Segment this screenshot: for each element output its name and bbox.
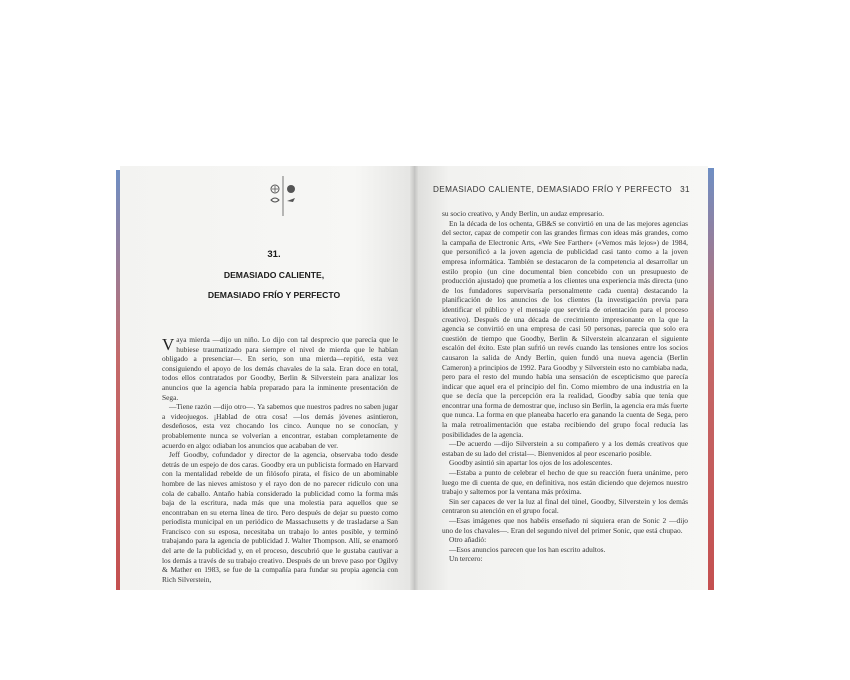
paragraph: Un tercero: bbox=[449, 554, 483, 564]
paragraph: Jeff Goodby, cofundador y director de la agencia, observaba todo desde detrás de un espejo de dos caras. Goodby era un publicista formado en Harvard con la mentalidad rebelde de un filósofo pirata, el físico de un abominable hombre de las nieves amistoso y el rayo don de no parecer ridículo con una cola de caballo. Antaño había considerado la publicidad como la forma más baja de la escritura, nada más que una molestia para aquellos que se encontraban en su eterna línea de tiro. Pero después de dejar su puesto como periodista municipal en un periódico de Massachusetts y de trasladarse a San Francisco con su esposa, necesitaba un trabajo lo antes posible, y terminó trabajando para la agencia de publicidad J. Walter Thompson. Allí, se enamoró del arte de la publicidad y, en el proceso, descubrió que le gustaba cautivar a los demás a través de su trabajo creativo. Después de un breve paso por Ogilvy & Mather en 1983, se fue de la compañía para fundar su propia agencia con Rich Silverstein, bbox=[162, 450, 398, 584]
left-page-body bbox=[162, 335, 398, 584]
book-gutter bbox=[410, 166, 418, 590]
right-page-body bbox=[442, 209, 688, 564]
paragraph: —Estaba a punto de celebrar el hecho de que su reacción fuera unánime, pero luego me di cuenta de que, en definitiva, nos están diciendo que dejemos nuestro trabajo y saltemos por la ventana más próxima. bbox=[442, 468, 688, 497]
drop-cap: V bbox=[162, 335, 175, 354]
running-head: DEMASIADO CALIENTE, DEMASIADO FRÍO Y PERFECTO 31 bbox=[432, 185, 690, 194]
paragraph: —Esas imágenes que nos habéis enseñado ni siquiera eran de Sonic 2 —dijo uno de los chavales—. Eran del segundo nivel del primer Sonic, que está chupao. bbox=[442, 516, 688, 535]
chapter-number: 31. bbox=[267, 249, 281, 260]
chapter-ornament-icon bbox=[264, 176, 302, 216]
paragraph: Vaya mierda —dijo un niño. Lo dijo con tal desprecio que parecía que le hubiese traumatizado para siempre el nivel de mierda que le habían obligado a presenciar—. En serio, son una mierda—repitió, esta vez consiguiendo el apoyo de los demás chavales de la sala. Eran doce en total, todos ellos contratados por Goodby, Berlin & Silverstein para analizar los anuncios que la agencia había preparado para la inminente presentación de Sega. bbox=[162, 335, 398, 402]
paragraph: Otro añadió: bbox=[449, 535, 487, 545]
paragraph: —Tiene razón —dijo otro—. Ya sabemos que nuestros padres no saben jugar a videojuegos. ¡Hablad de otra cosa! —los demás jóvenes asintieron, desdeñosos, esta vez chocando los cinco. Aunque no se conocían, y probablemente nunca se volverían a encontrar, estaban completamente de acuerdo en algo: odiaban los anuncios que acababan de ver. bbox=[162, 402, 398, 450]
left-page bbox=[120, 166, 414, 590]
paragraph: —Esos anuncios parecen que los han escrito adultos. bbox=[449, 544, 606, 554]
paragraph: Goodby asintió sin apartar los ojos de los adolescentes. bbox=[449, 458, 613, 468]
paragraph: su socio creativo, y Andy Berlin, un audaz empresario. bbox=[442, 209, 604, 218]
right-page bbox=[414, 166, 708, 590]
open-book bbox=[116, 164, 712, 592]
chapter-title-line1: DEMASIADO CALIENTE, bbox=[223, 270, 325, 280]
paragraph: —De acuerdo —dijo Silverstein a su compañero y a los demás creativos que estaban de su lado del cristal—. Bienvenidos al peor escenario posible. bbox=[442, 439, 688, 458]
paragraph: En la década de los ochenta, GB&S se convirtió en una de las mejores agencias del sector, capaz de competir con las grandes firmas con ideas más grandes, como la campaña de Electronic Arts, «We See Farther» («Vemos más lejos») de 1984, que personificó a la joven agencia de publicidad casi tanto como a la joven empresa informática. También se destacaron de la competencia al desarrollar un estilo propio (un cine documental bien concebido con un presupuesto de producción ajustado) que prometía a los clientes una experiencia más directa (uno de los fundadores supervisaría personalmente cada cuenta) destacando la planificación de los anuncios de los clientes (la investigación previa para identificar el público y el mensaje que serviría de orientación para el proceso creativo). Después de una década de crecimiento impresionante en la que la agencia se convirtió en una empresa de casi 50 personas, parecía que solo era cuestión de tiempo que Goodby, Berlin & Silverstein alcanzaran el siguiente escalón del éxito. Este plan sufrió un revés cuando las tensiones entre los socios causaron la salida de Andy Berlin, quien fundó una nueva agencia (Berlin Cameron) a principios de 1992. Para Goodby y Silverstein esto no cambiaba nada, pero para el resto del mundo había una sensación de escepticismo que parecía indicar que aquel era el principio del fin. Como miembro de una industria en la que se decía que la percepción era la realidad, Goodby sabía que tenía que encontrar una forma de demostrar que, incluso sin Berlin, la agencia era más fuerte que nunca. La forma en que planeaba hacerlo era ganando la cuenta de Sega, pero la mala retroalimentación que estaba recibiendo del grupo focal reducía las posibilidades de la agencia. bbox=[442, 218, 688, 439]
page-number: 31 bbox=[680, 185, 690, 194]
paragraph: Sin ser capaces de ver la luz al final del túnel, Goodby, Silverstein y los demás centraron su atención en el grupo focal. bbox=[442, 496, 688, 516]
chapter-title-line2: DEMASIADO FRÍO Y PERFECTO bbox=[207, 290, 341, 300]
